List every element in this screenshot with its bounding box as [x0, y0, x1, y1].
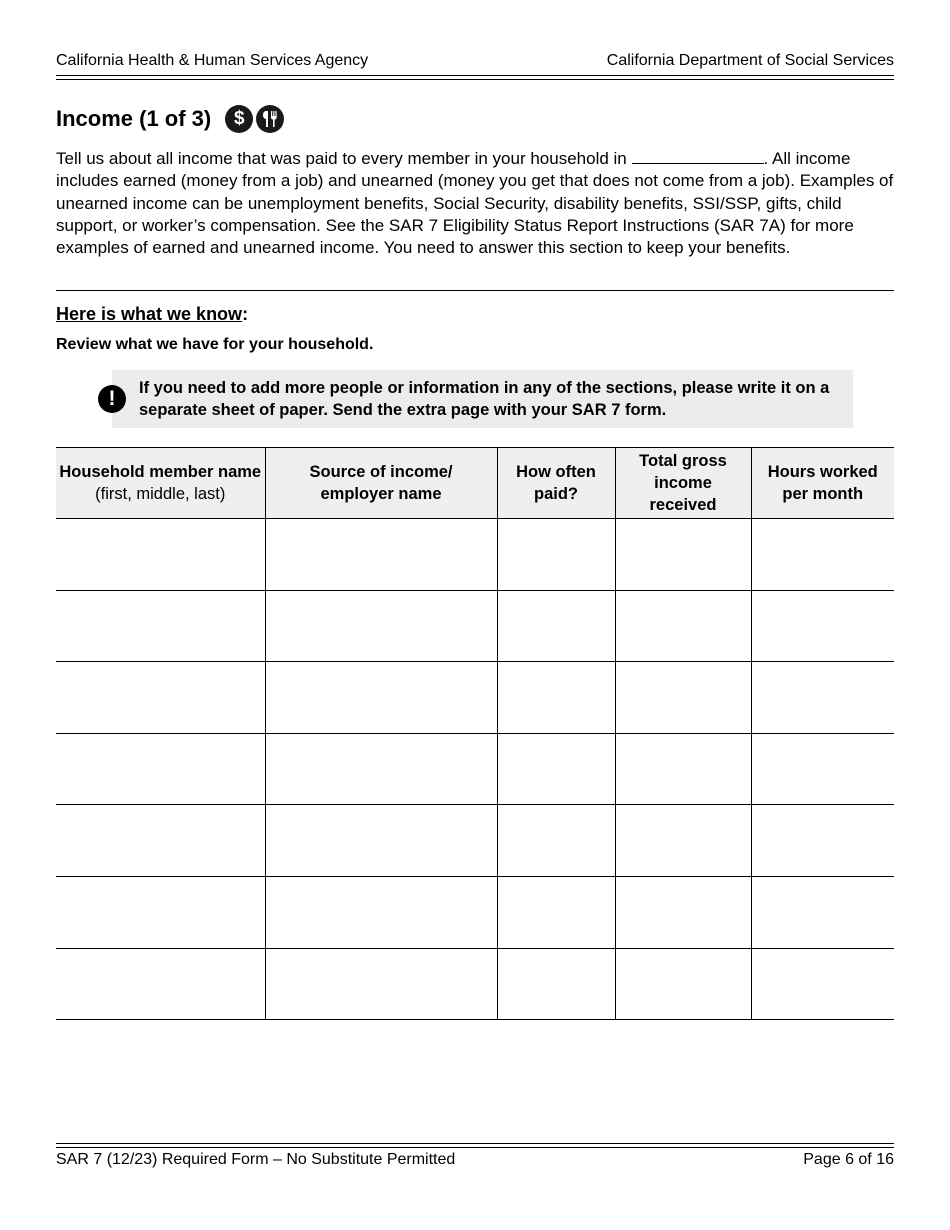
column-household-member — [56, 448, 265, 519]
member-name-cell[interactable] — [56, 519, 265, 591]
exclamation-icon: ! — [98, 385, 126, 413]
table-row — [56, 590, 894, 662]
known-heading-text: Here is what we know — [56, 304, 243, 324]
column-hours-worked — [751, 448, 894, 519]
gross-income-cell[interactable] — [615, 590, 751, 662]
known-heading — [56, 304, 248, 325]
form-identifier: SAR 7 (12/23) Required Form – No Substitute Permitted — [56, 1151, 456, 1168]
hours-worked-cell[interactable] — [751, 733, 894, 805]
gross-income-cell[interactable] — [615, 805, 751, 877]
income-instructions — [56, 148, 896, 259]
section-divider — [56, 290, 894, 291]
pay-frequency-cell[interactable] — [497, 662, 615, 734]
gross-income-cell[interactable] — [615, 948, 751, 1020]
notice-box: If you need to add more people or information in any of the sections, please write it on a separate sheet of paper. Send the extra page with your SAR 7 form. — [112, 370, 853, 428]
gross-income-cell[interactable] — [615, 662, 751, 734]
department-name: California Department of Social Services — [606, 52, 894, 69]
column-label: How often paid? — [516, 463, 596, 503]
column-income-source — [265, 448, 497, 519]
member-name-cell[interactable] — [56, 948, 265, 1020]
pay-frequency-cell[interactable] — [497, 590, 615, 662]
column-sublabel: (first, middle, last) — [95, 485, 226, 503]
table-row — [56, 805, 894, 877]
member-name-cell[interactable] — [56, 590, 265, 662]
page-header — [56, 52, 894, 72]
page-footer — [56, 1151, 894, 1171]
page-number: Page 6 of 16 — [803, 1151, 894, 1168]
pay-frequency-cell[interactable] — [497, 948, 615, 1020]
table-header-row — [56, 448, 894, 519]
table-row — [56, 948, 894, 1020]
gross-income-cell[interactable] — [615, 733, 751, 805]
gross-income-cell[interactable] — [615, 519, 751, 591]
table-row — [56, 662, 894, 734]
column-label: Total gross income received — [639, 452, 727, 514]
known-heading-colon: : — [242, 304, 249, 324]
table-row — [56, 733, 894, 805]
intro-text-end: . All income includes earned (money from a job) and unearned (money you get that does not come from a job). Examples of unearned income can be unemployment benefits, Social Security, disability benefits, SSI/SSP, gifts, child support, or worker’s compensation. See the SAR 7 Eligibility Status Report Instructions (SAR 7A) for more examples of earned and unearned income. You need to answer this section to keep your benefits. — [56, 149, 894, 258]
pay-frequency-cell[interactable] — [497, 805, 615, 877]
gross-income-cell[interactable] — [615, 876, 751, 948]
dollar-icon: $ — [225, 105, 253, 133]
hours-worked-cell[interactable] — [751, 662, 894, 734]
column-label: Hours worked per month — [767, 463, 878, 503]
pay-frequency-cell[interactable] — [497, 519, 615, 591]
member-name-cell[interactable] — [56, 662, 265, 734]
hours-worked-cell[interactable] — [751, 590, 894, 662]
food-utensils-icon — [256, 105, 284, 133]
income-source-cell[interactable] — [265, 948, 497, 1020]
section-title: Income (1 of 3) — [56, 106, 212, 131]
member-name-cell[interactable] — [56, 733, 265, 805]
income-source-cell[interactable] — [265, 805, 497, 877]
member-name-cell[interactable] — [56, 805, 265, 877]
pay-frequency-cell[interactable] — [497, 876, 615, 948]
footer-divider — [56, 1143, 894, 1148]
column-how-often-paid — [497, 448, 615, 519]
column-label: Source of income/ employer name — [309, 463, 453, 503]
table-row — [56, 519, 894, 591]
income-source-cell[interactable] — [265, 590, 497, 662]
header-divider — [56, 75, 894, 80]
column-label: Household member name — [59, 463, 262, 481]
income-source-cell[interactable] — [265, 662, 497, 734]
intro-text-start: Tell us about all income that was paid to every member in your household in — [56, 149, 627, 168]
hours-worked-cell[interactable] — [751, 876, 894, 948]
hours-worked-cell[interactable] — [751, 805, 894, 877]
hours-worked-cell[interactable] — [751, 948, 894, 1020]
member-name-cell[interactable] — [56, 876, 265, 948]
income-source-cell[interactable] — [265, 876, 497, 948]
income-table — [56, 447, 894, 1020]
pay-frequency-cell[interactable] — [497, 733, 615, 805]
column-total-gross-income — [615, 448, 751, 519]
hours-worked-cell[interactable] — [751, 519, 894, 591]
income-source-cell[interactable] — [265, 733, 497, 805]
period-blank-field[interactable] — [632, 148, 764, 164]
review-instruction: Review what we have for your household. — [56, 336, 374, 353]
income-source-cell[interactable] — [265, 519, 497, 591]
agency-name: California Health & Human Services Agency — [56, 52, 369, 69]
table-row — [56, 876, 894, 948]
section-title-row — [56, 105, 284, 133]
